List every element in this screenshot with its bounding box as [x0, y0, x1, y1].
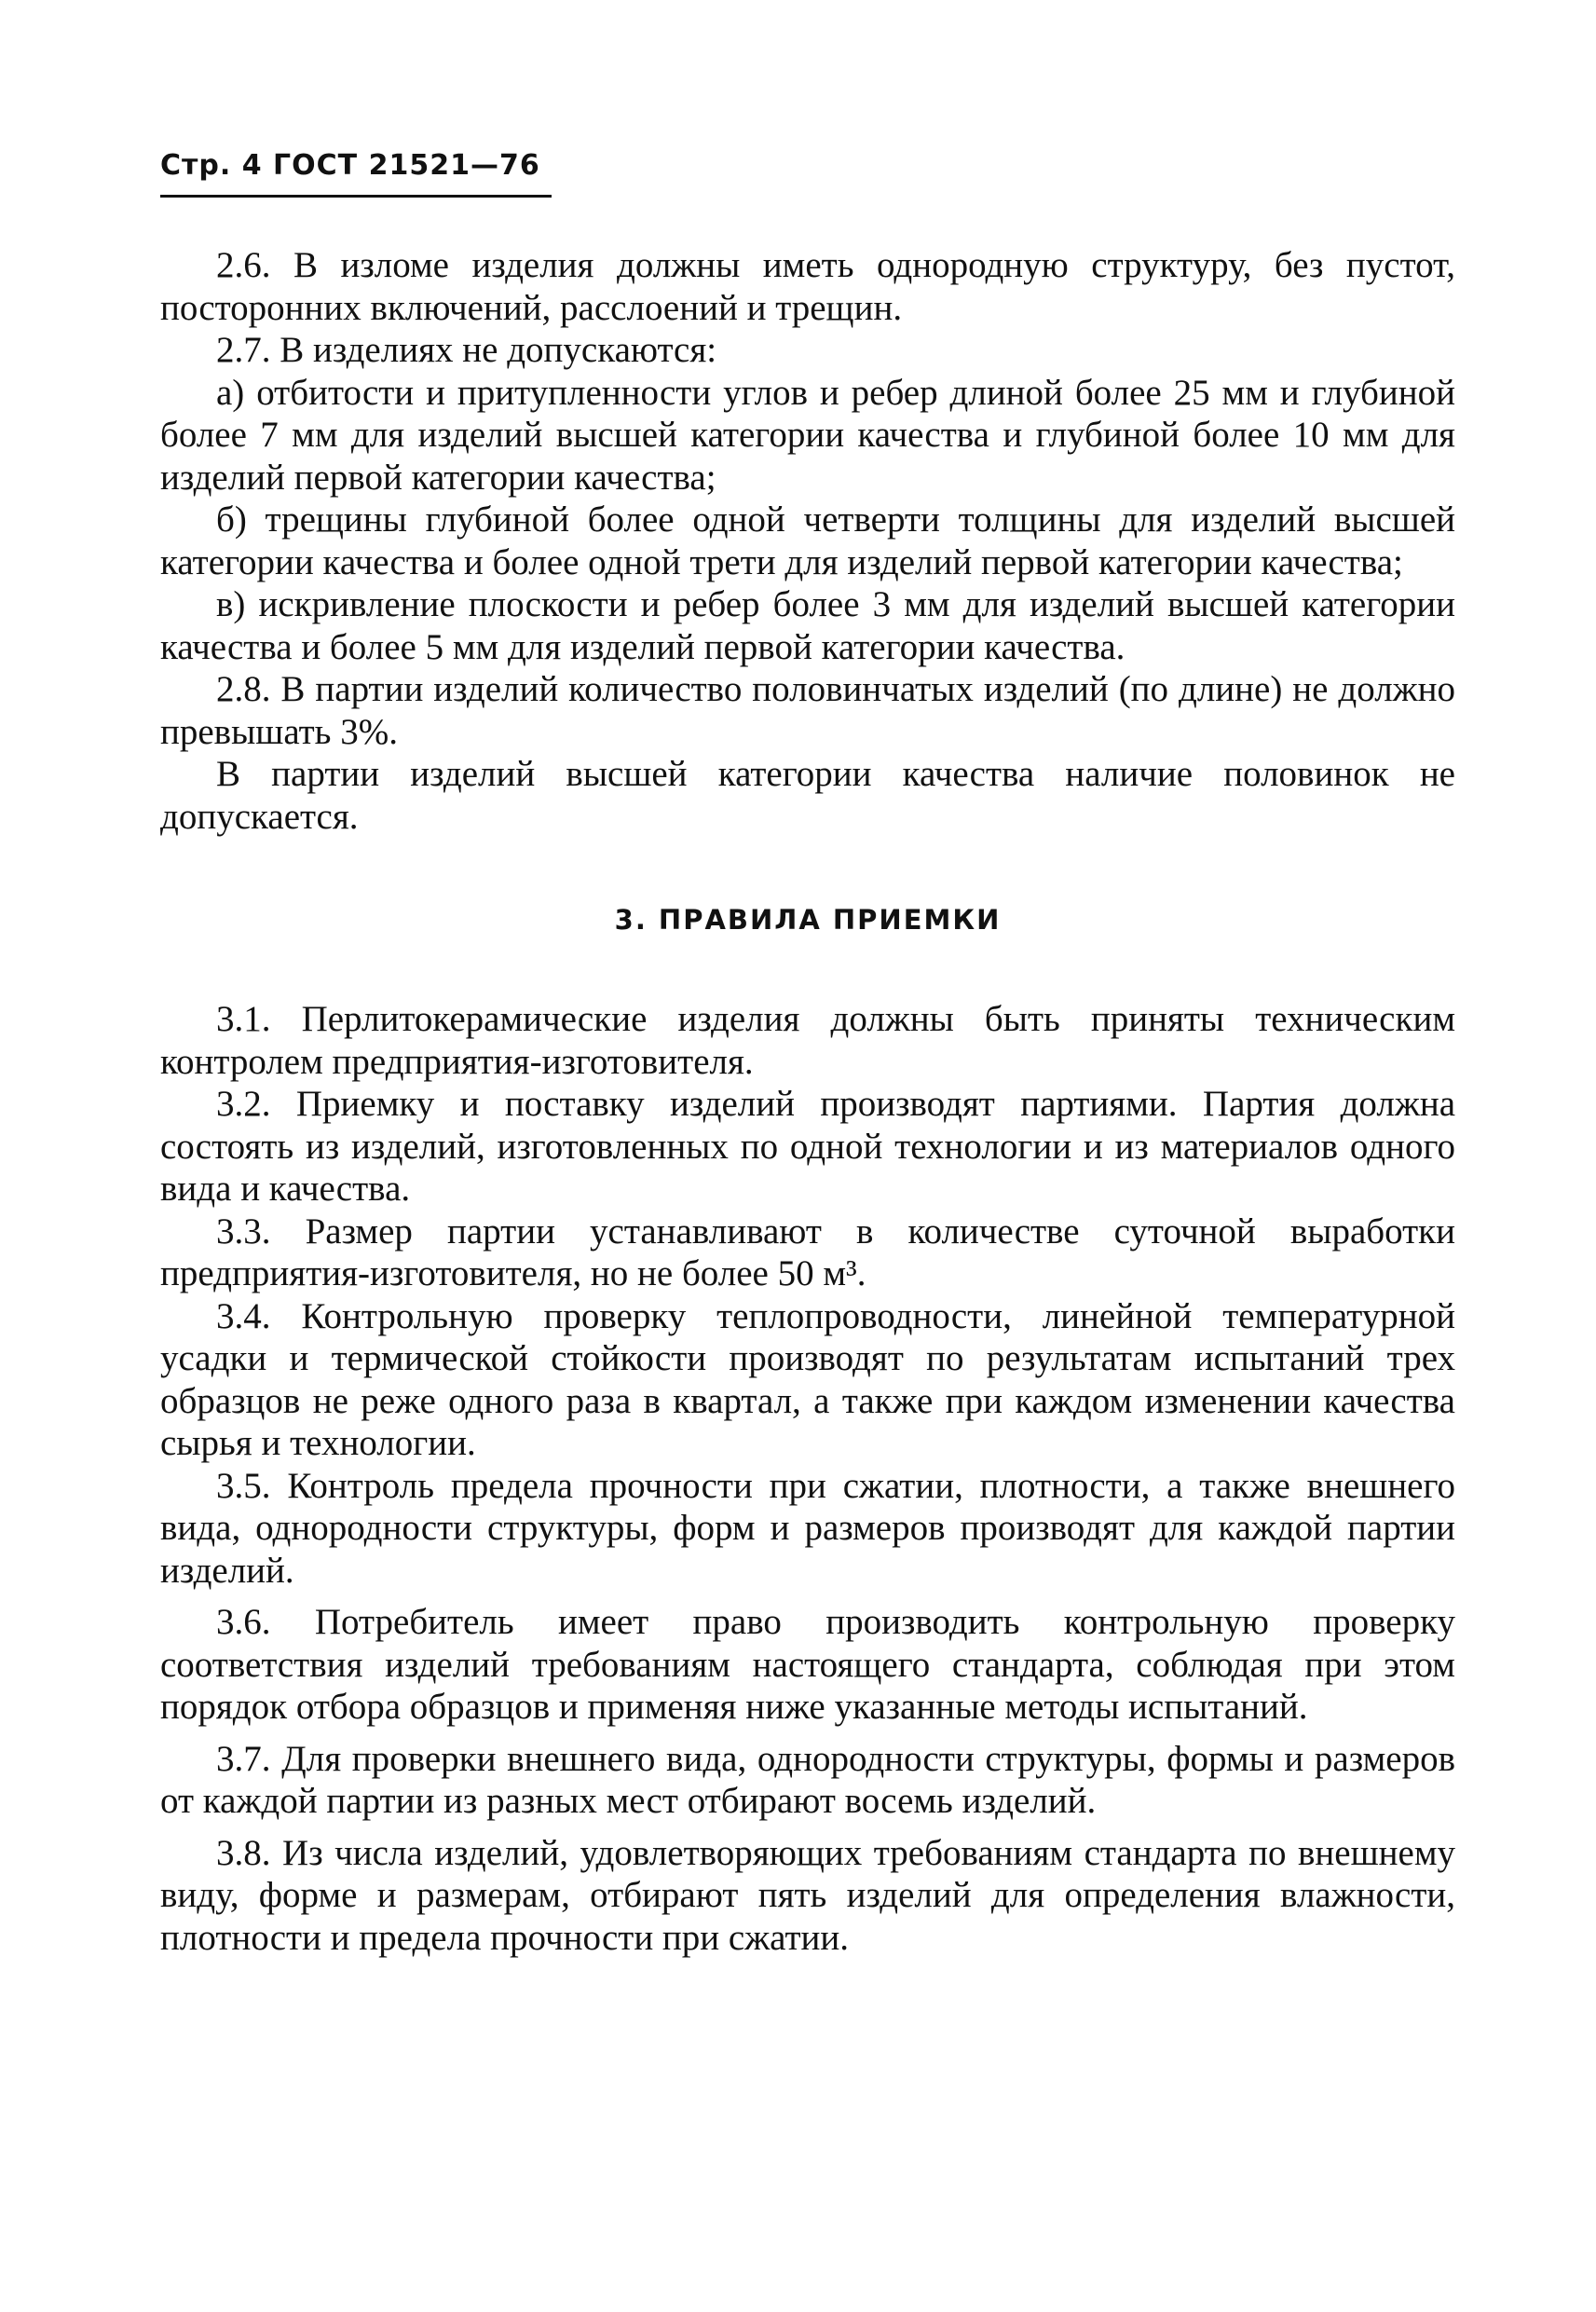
- page-header: Стр. 4 ГОСТ 21521—76: [160, 149, 540, 182]
- paragraph-2-7-b: б) трещины глубиной более одной четверти толщины для изделий высшей категории качества и более одной трети для изделий первой категории качества;: [160, 499, 1455, 582]
- paragraph-2-7-a: а) отбитости и притупленности углов и ребер длиной более 25 мм и глубиной более 7 мм для изделий высшей категории качества и глубиной более 10 мм для изделий первой категории качества;: [160, 372, 1455, 498]
- paragraph-2-8: 2.8. В партии изделий количество половинчатых изделий (по длине) не должно превышать 3%.: [160, 669, 1455, 752]
- paragraph-3-1: 3.1. Перлитокерамические изделия должны быть приняты техническим контролем предприятия-изготовителя.: [160, 999, 1455, 1082]
- paragraph-2-7: 2.7. В изделиях не допускаются:: [216, 330, 717, 370]
- paragraph-3-7: 3.7. Для проверки внешнего вида, однородности структуры, формы и размеров от каждой партии из разных мест отбирают восемь изделий.: [160, 1738, 1455, 1821]
- paragraph-3-8: 3.8. Из числа изделий, удовлетворяющих требованиям стандарта по внешнему виду, форме и размерам, отбирают пять изделий для определения влажности, плотности и предела прочности при сжатии.: [160, 1832, 1455, 1958]
- body-text: [160, 244, 1455, 1959]
- paragraph-3-6: 3.6. Потребитель имеет право производить контрольную проверку соответствия изделий требованиям настоящего стандарта, соблюдая при этом порядок отбора образцов и применяя ниже указанные методы испытаний.: [160, 1602, 1455, 1727]
- paragraph-2-6: 2.6. В изломе изделия должны иметь однородную структуру, без пустот, посторонних включений, расслоений и трещин.: [160, 245, 1455, 328]
- paragraph-3-5: 3.5. Контроль предела прочности при сжатии, плотности, а также внешнего вида, однородности структуры, форм и размеров производят для каждой партии изделий.: [160, 1465, 1455, 1591]
- paragraph-3-4: 3.4. Контрольную проверку теплопроводности, линейной температурной усадки и термической стойкости производят по результатам испытаний трех образцов не реже одного раза в квартал, а также при каждом изменении качества сырья и технологии.: [160, 1295, 1455, 1463]
- section-3-heading: 3. ПРАВИЛА ПРИЕМКИ: [614, 904, 1002, 936]
- paragraph-2-8-note: В партии изделий высшей категории качества наличие половинок не допускается.: [160, 754, 1455, 837]
- paragraph-2-7-c: в) искривление плоскости и ребер более 3 мм для изделий высшей категории качества и более 5 мм для изделий первой категории качества.: [160, 584, 1455, 667]
- paragraph-3-3: 3.3. Размер партии устанавливают в количестве суточной выработки предприятия-изготовителя, но не более 50 м³.: [160, 1211, 1455, 1293]
- header-rule: [160, 195, 552, 198]
- paragraph-3-2: 3.2. Приемку и поставку изделий производят партиями. Партия должна состоять из изделий, изготовленных по одной технологии и из материалов одного вида и качества.: [160, 1084, 1455, 1209]
